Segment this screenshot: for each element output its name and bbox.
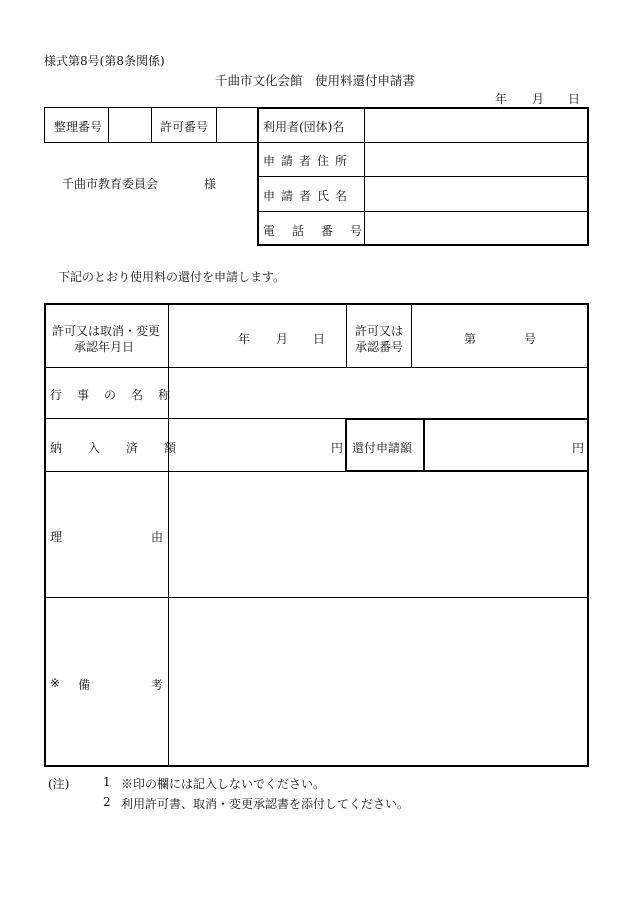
remarks-label-2: 考 xyxy=(151,678,164,692)
applicant-address-label: 申請者住所 xyxy=(263,154,354,168)
date-day: 日 xyxy=(568,92,581,106)
paid-amount-label: 納入済額 xyxy=(50,441,203,455)
approval-number-label-2: 承認番号 xyxy=(355,340,404,354)
user-group-label: 利用者(団体)名 xyxy=(263,120,345,134)
approval-month: 月 xyxy=(276,332,289,346)
approval-date-label-2: 承認年月日 xyxy=(74,340,135,354)
approval-date-label: 許可又は取消・変更 xyxy=(52,324,161,338)
approval-number-label: 許可又は xyxy=(355,324,404,338)
approval-number-go: 号 xyxy=(524,332,537,346)
reason-label: 理 xyxy=(50,530,63,544)
remarks-label: 備 xyxy=(78,678,91,692)
date-month: 月 xyxy=(532,92,545,106)
notes-prefix: (注) xyxy=(48,777,70,791)
remarks-mark: ※ xyxy=(50,676,61,690)
note-1-number: 1 xyxy=(103,775,111,789)
approval-day: 日 xyxy=(313,332,326,346)
addressee-honorific: 様 xyxy=(204,177,217,191)
intro-text: 下記のとおり使用料の還付を申請します。 xyxy=(58,270,286,284)
page-title: 千曲市文化会館 使用料還付申請書 xyxy=(214,73,415,88)
note-2-text: 利用許可書、取消・変更承認書を添付してください。 xyxy=(121,797,410,811)
refund-amount-unit: 円 xyxy=(572,441,585,455)
note-1-text: ※印の欄には記入しないでください。 xyxy=(121,777,326,791)
seiri-number-label: 整理番号 xyxy=(54,120,103,134)
reason-label-2: 由 xyxy=(151,530,164,544)
addressee-name: 千曲市教育委員会 xyxy=(62,177,159,191)
refund-amount-label: 還付申請額 xyxy=(352,441,413,455)
date-year: 年 xyxy=(495,92,508,106)
paid-amount-unit: 円 xyxy=(331,441,344,455)
phone-number-label: 電話番号 xyxy=(263,224,380,238)
applicant-name-label: 申請者氏名 xyxy=(263,189,354,203)
note-2-number: 2 xyxy=(103,795,111,809)
approval-number-dai: 第 xyxy=(464,332,477,346)
main-table xyxy=(44,303,589,767)
approval-year: 年 xyxy=(238,332,251,346)
form-number: 様式第8号(第8条関係) xyxy=(44,54,165,68)
kyoka-number-label: 許可番号 xyxy=(160,120,209,134)
event-name-label: 行事の名称 xyxy=(50,388,186,402)
